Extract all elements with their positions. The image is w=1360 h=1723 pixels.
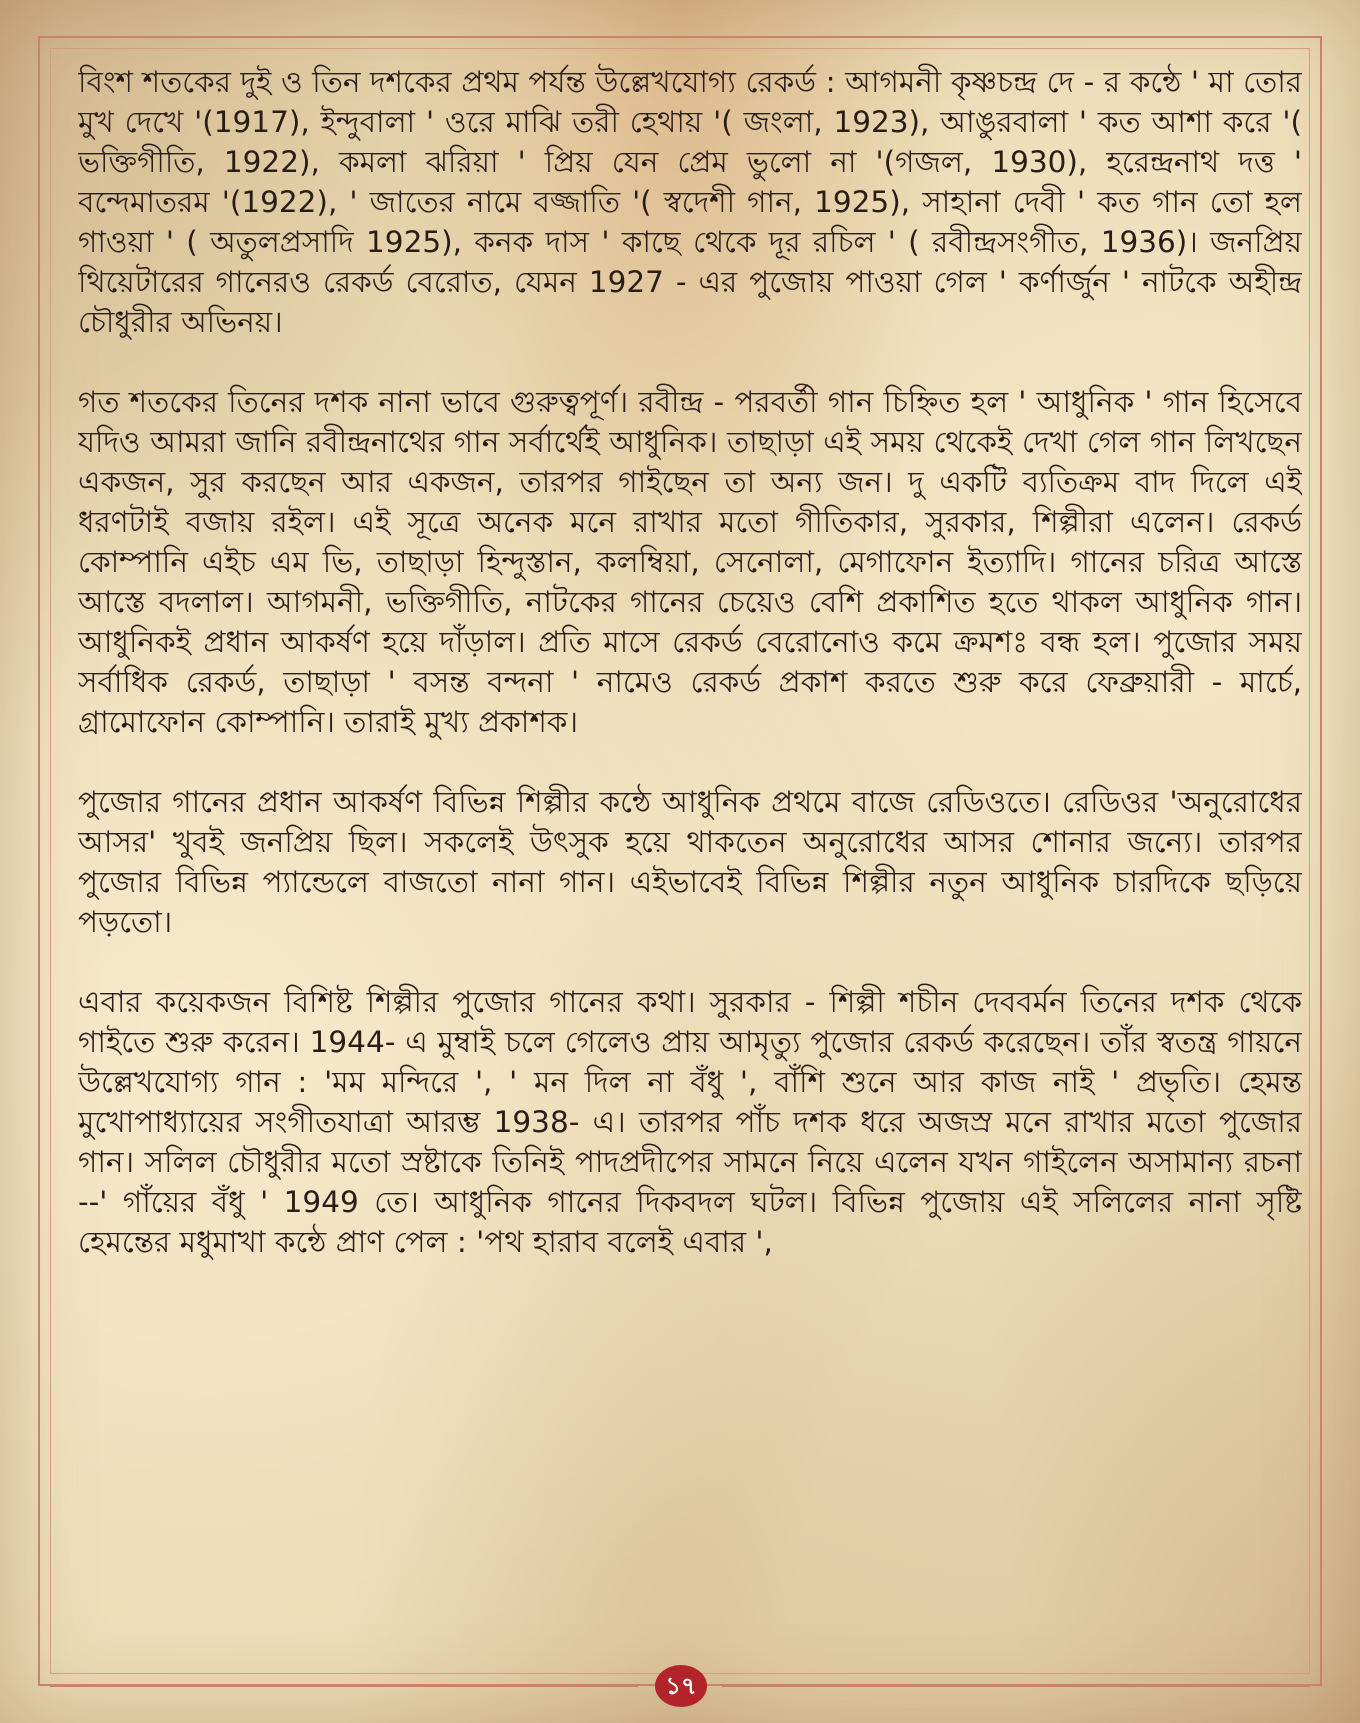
paragraph-early-records: বিংশ শতকের দুই ও তিন দশকের প্রথম পর্যন্ত উল্লেখযোগ্য রেকর্ড : আগমনী কৃষ্ণচন্দ্র দে - র কন্ঠে ' মা তোর মুখ দেখে '(1917), ইন্দুবালা ' ওরে মাঝি তরী হেথায় '( জংলা, 1923), আঙুরবালা ' কত আশা করে '( ভক্তিগীতি, 1922), কমলা ঝরিয়া ' প্রিয় যেন প্রেম ভুলো না '(গজল, 1930), হরেন্দ্রনাথ দত্ত ' বন্দেমাতরম '(1922), ' জাতের নামে বজ্জাতি '( স্বদেশী গান, 1925), সাহানা দেবী ' কত গান তো হল গাওয়া ' ( অতুলপ্রসাদি 1925), কনক দাস ' কাছে থেকে দূর রচিল ' ( রবীন্দ্রসংগীত, 1936)। জনপ্রিয় থিয়েটারের গানেরও রেকর্ড বেরোত, যেমন 1927 - এর পুজোয় পাওয়া গেল ' কর্ণার্জুন ' নাটকে অহীন্দ্র চৌধুরীর অভিনয়। bbox=[78, 65, 1302, 339]
page-footer bbox=[0, 1665, 1360, 1707]
paragraph-thirties-decade: গত শতকের তিনের দশক নানা ভাবে গুরুত্বপূর্ণ। রবীন্দ্র - পরবর্তী গান চিহ্নিত হল ' আধুনিক ' গান হিসেবে যদিও আমরা জানি রবীন্দ্রনাথের গান সর্বার্থেই আধুনিক। তাছাড়া এই সময় থেকেই দেখা গেল গান লিখছেন একজন, সুর করছেন আর একজন, তারপর গাইছেন তা অন্য জন। দু একটি ব্যতিক্রম বাদ দিলে এই ধরণটাই বজায় রইল। এই সূত্রে অনেক মনে রাখার মতো গীতিকার, সুরকার, শিল্পীরা এলেন। রেকর্ড কোম্পানি এইচ এম ভি, তাছাড়া হিন্দুস্তান, কলম্বিয়া, সেনোলা, মেগাফোন ইত্যাদি। গানের চরিত্র আস্তে আস্তে বদলাল। আগমনী, ভক্তিগীতি, নাটকের গানের চেয়েও বেশি প্রকাশিত হতে থাকল আধুনিক গান। আধুনিকই প্রধান আকর্ষণ হয়ে দাঁড়াল। প্রতি মাসে রেকর্ড বেরোনোও কমে ক্রমশঃ বন্ধ হল। পুজোর সময় সর্বাধিক রেকর্ড, তাছাড়া ' বসন্ত বন্দনা ' নামেও রেকর্ড প্রকাশ করতে শুরু করে ফেব্রুয়ারী - মার্চে, গ্রামোফোন কোম্পানি। তারাই মুখ্য প্রকাশক। bbox=[78, 385, 1302, 739]
paragraph-radio-request: পুজোর গানের প্রধান আকর্ষণ বিভিন্ন শিল্পীর কন্ঠে আধুনিক প্রথমে বাজে রেডিওতে। রেডিওর 'অনুরোধের আসর' খুবই জনপ্রিয় ছিল। সকলেই উৎসুক হয়ে থাকতেন অনুরোধের আসর শোনার জন্যে। তারপর পুজোর বিভিন্ন প্যান্ডেলে বাজতো নানা গান। এইভাবেই বিভিন্ন শিল্পীর নতুন আধুনিক চারদিকে ছড়িয়ে পড়তো। bbox=[78, 785, 1302, 939]
footer-rule-right bbox=[722, 1685, 1310, 1687]
page-number: ১৭ bbox=[655, 1665, 707, 1707]
footer-rule-left bbox=[50, 1685, 638, 1687]
paragraph-notable-artists: এবার কয়েকজন বিশিষ্ট শিল্পীর পুজোর গানের কথা। সুরকার - শিল্পী শচীন দেববর্মন তিনের দশক থেকে গাইতে শুরু করেন। 1944- এ মুম্বাই চলে গেলেও প্রায় আমৃত্যু পুজোর রেকর্ড করেছেন। তাঁর স্বতন্ত্র গায়নে উল্লেখযোগ্য গান : 'মম মন্দিরে ', ' মন দিল না বঁধু ', বাঁশি শুনে আর কাজ নাই ' প্রভৃতি। হেমন্ত মুখোপাধ্যায়ের সংগীতযাত্রা আরম্ভ 1938- এ। তারপর পাঁচ দশক ধরে অজস্র মনে রাখার মতো পুজোর গান। সলিল চৌধুরীর মতো স্রষ্টাকে তিনিই পাদপ্রদীপের সামনে নিয়ে এলেন যখন গাইলেন অসামান্য রচনা --' গাঁয়ের বঁধু ' 1949 তে। আধুনিক গানের দিকবদল ঘটল। বিভিন্ন পুজোয় এই সলিলের নানা সৃষ্টি হেমন্তের মধুমাখা কন্ঠে প্রাণ পেল : 'পথ হারাব বলেই এবার ', bbox=[78, 985, 1302, 1259]
article-body bbox=[78, 62, 1302, 1622]
